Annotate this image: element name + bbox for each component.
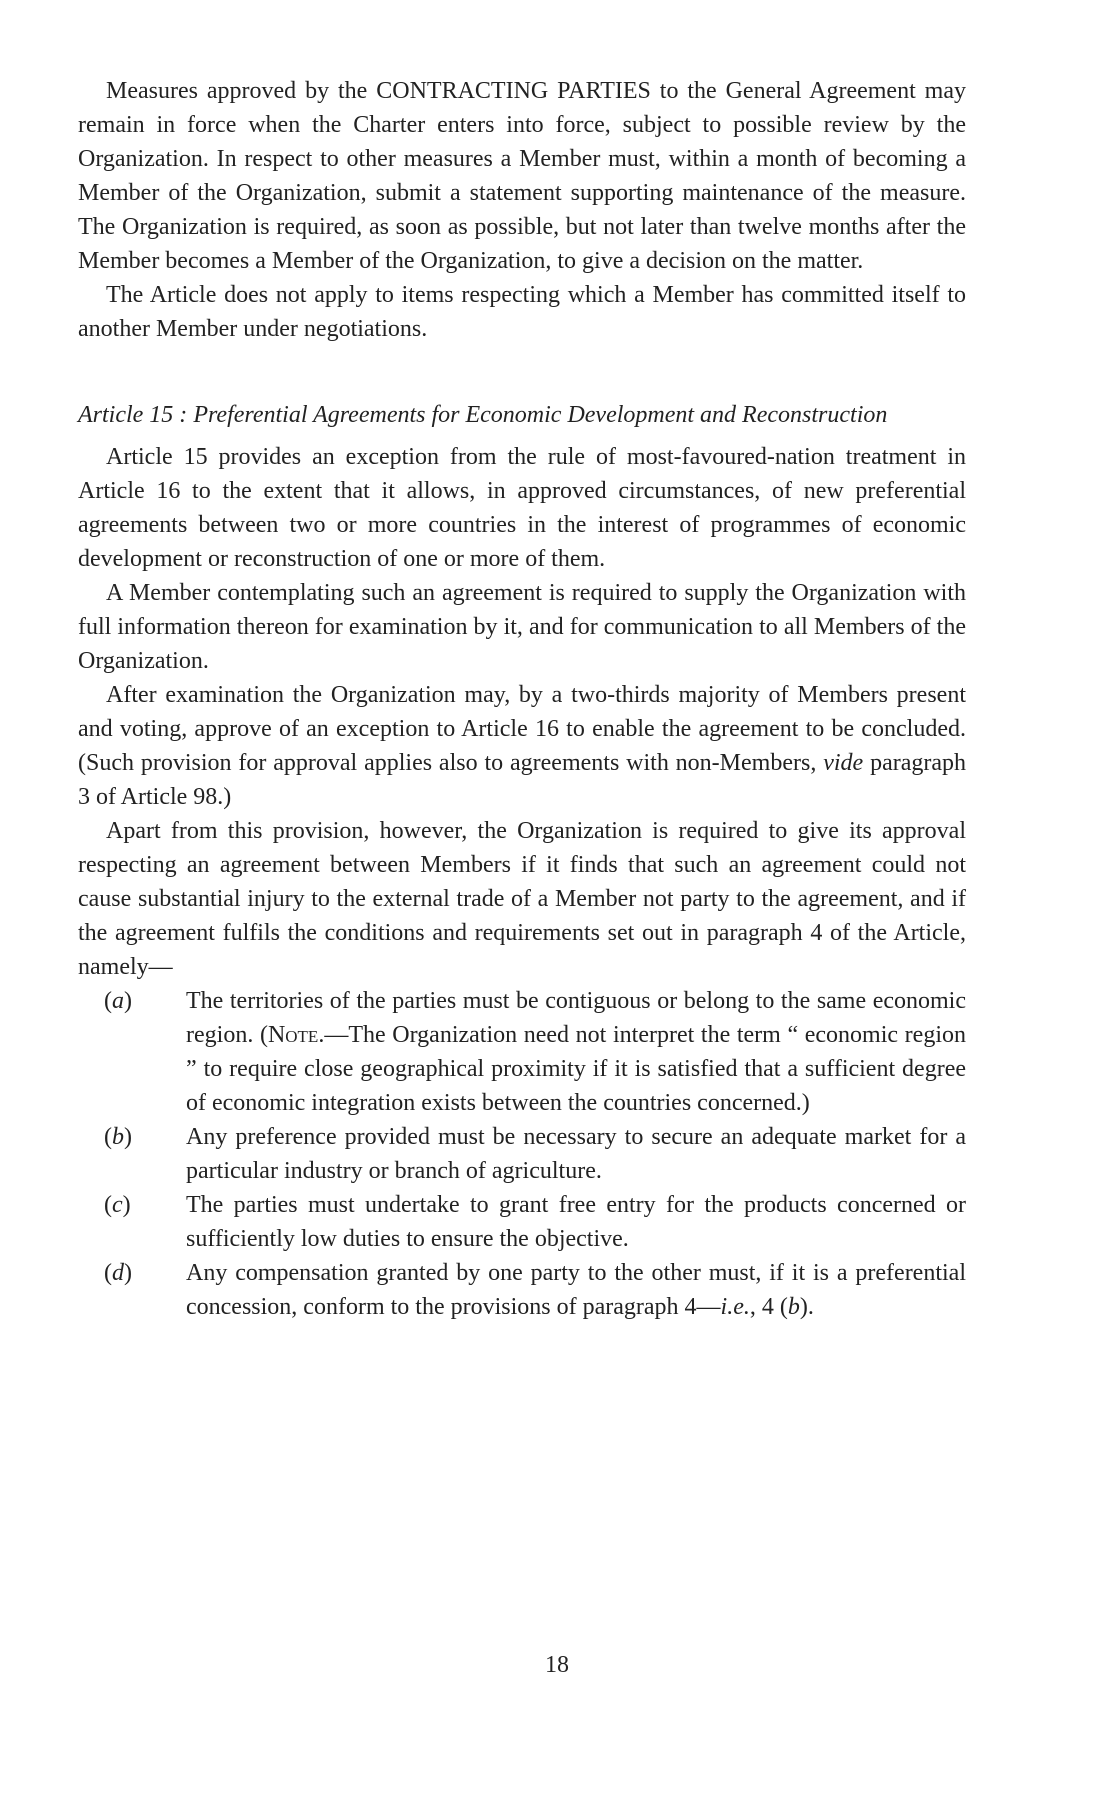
condition-marker-a: (a) [104, 988, 132, 1014]
condition-item-c [78, 1188, 966, 1256]
condition-b-text: Any preference provided must be necessary to secure an adequate market for a particular industry or branch of agriculture. [186, 1124, 966, 1184]
vide-term: vide [823, 750, 864, 776]
note-label: Note. [267, 1022, 325, 1048]
after-examination-reference: paragraph 3 of Article 98.) [78, 750, 967, 810]
condition-marker-b: (b) [104, 1124, 132, 1150]
conditions-list [78, 984, 966, 1324]
condition-item-d [78, 1256, 966, 1324]
article-15-heading-prefix: Article 15 : [78, 402, 188, 428]
condition-marker-c: (c) [104, 1192, 131, 1218]
condition-a-text: The territories of the parties must be contiguous or belong to the same economic region. ( [186, 988, 966, 1048]
article-15-heading [78, 398, 966, 432]
condition-d-mid: , 4 ( [749, 1294, 788, 1320]
condition-a-note-text: —The Organization need not interpret the term “ economic region ” to require close geographical proximity if it is satisfied that a sufficient degree of economic integration exists between the countries concerned.) [186, 1022, 966, 1116]
paragraph-measures-approved: Measures approved by the CONTRACTING PARTIES to the General Agreement may remain in force when the Charter enters into force, subject to possible review by the Organization. In respect to other measures a Member must, within a month of becoming a Member of the Organization, submit a statement supporting maintenance of the measure. The Organization is required, as soon as possible, but not later than twelve months after the Member becomes a Member of the Organization, to give a decision on the matter. [78, 78, 966, 274]
condition-marker-d: (d) [104, 1260, 132, 1286]
paragraph-apart-from-provision: Apart from this provision, however, the Organization is required to give its approval respecting an agreement between Members if it finds that such an agreement could not cause substantial injury to the external trade of a Member not party to the agreement, and if the agreement fulfils the conditions and requirements set out in paragraph 4 of the Article, namely— [78, 818, 966, 980]
condition-item-a [78, 984, 966, 1120]
condition-d-text: Any compensation granted by one party to the other must, if it is a preferential concession, conform to the provisions of paragraph 4— [186, 1260, 966, 1320]
condition-item-b [78, 1120, 966, 1188]
condition-d-end: ). [799, 1294, 814, 1320]
document-page [78, 74, 966, 1324]
paragraph-member-contemplating: A Member contemplating such an agreement is required to supply the Organization with full information thereon for examination by it, and for communication to all Members of the Organization. [78, 580, 966, 674]
article-15-heading-title: Preferential Agreements for Economic Development and Reconstruction [193, 402, 888, 428]
paragraph-article-not-apply: The Article does not apply to items respecting which a Member has committed itself to another Member under negotiations. [78, 282, 966, 342]
ie-abbreviation: i.e. [720, 1294, 750, 1320]
paragraph-article-15-exception: Article 15 provides an exception from the rule of most-favoured-nation treatment in Article 16 to the extent that it allows, in approved circumstances, of new preferential agreements between two or more countries in the interest of programmes of economic development or reconstruction of one or more of them. [78, 444, 966, 572]
condition-d-sub-letter: b [787, 1294, 800, 1320]
page-number: 18 [545, 1652, 569, 1678]
after-examination-text: After examination the Organization may, by a two-thirds majority of Members present and voting, approve of an exception to Article 16 to enable the agreement to be concluded. (Such provision for approval applies also to agreements with non-Members, [78, 682, 966, 776]
paragraph-after-examination [78, 678, 966, 814]
condition-c-text: The parties must undertake to grant free entry for the products concerned or sufficiently low duties to ensure the objective. [186, 1192, 966, 1252]
